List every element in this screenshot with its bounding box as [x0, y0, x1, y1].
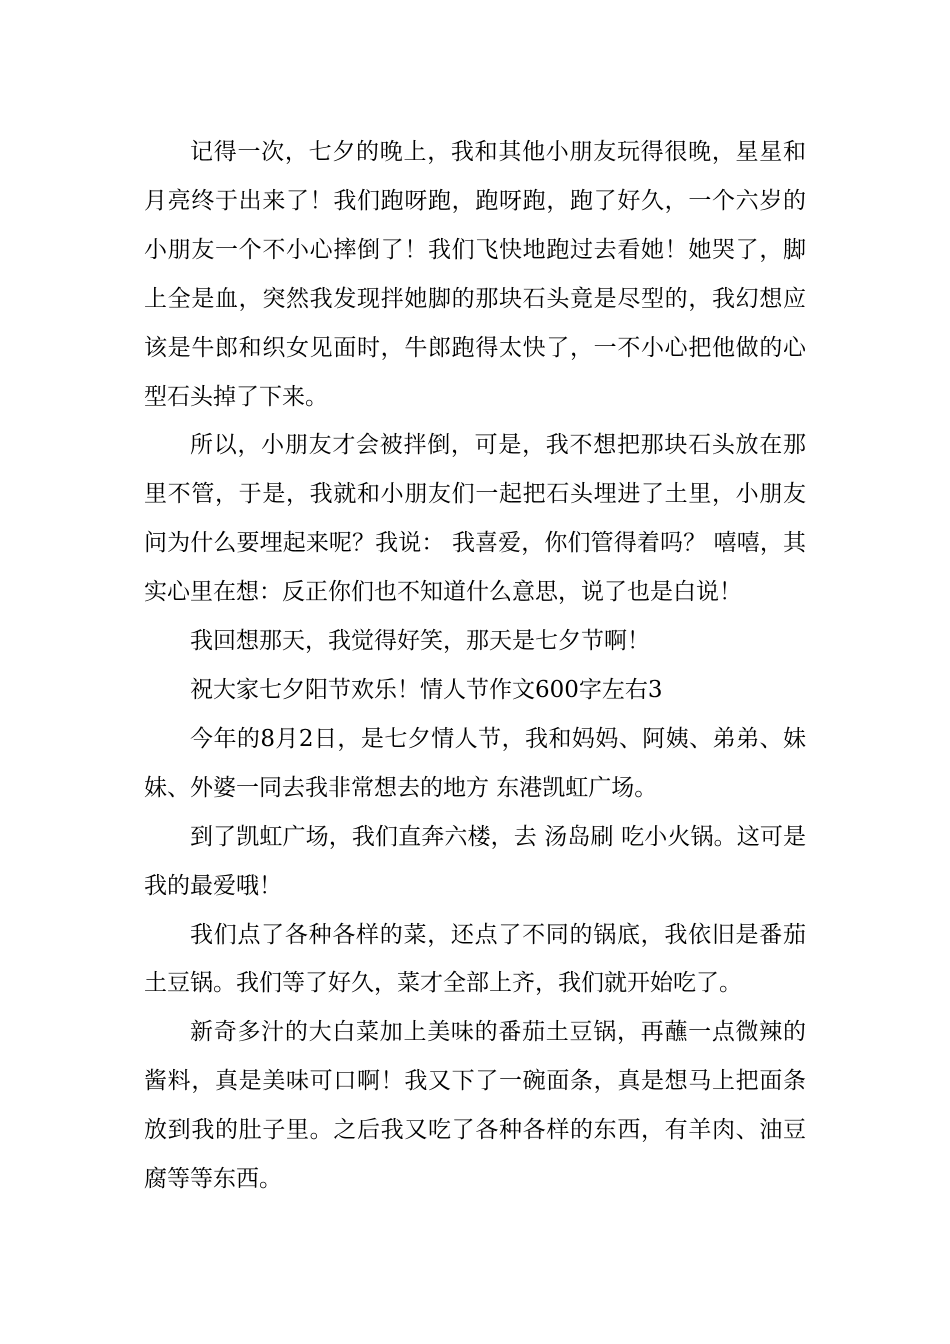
paragraph: 我回想那天，我觉得好笑，那天是七夕节啊！: [190, 628, 650, 655]
document-body: [144, 128, 806, 1204]
paragraph: 今年的8月2日，是七夕情人节，我和妈妈、阿姨、弟弟、妹妹、外婆一同去我非常想去的地方 东港凯虹广场。: [144, 725, 806, 801]
paragraph: 新奇多汁的大白菜加上美味的番茄土豆锅，再蘸一点微辣的酱料，真是美味可口啊！我又下了一碗面条，真是想马上把面条放到我的肚子里。之后我又吃了各种各样的东西，有羊肉、油豆腐等等东西。: [144, 1019, 806, 1193]
paragraph: 记得一次，七夕的晚上，我和其他小朋友玩得很晚，星星和月亮终于出来了！我们跑呀跑，跑呀跑，跑了好久，一个六岁的小朋友一个不小心摔倒了！我们飞快地跑过去看她！她哭了，脚上全是血，突然我发现拌她脚的那块石头竟是尽型的，我幻想应该是牛郎和织女见面时，牛郎跑得太快了，一不小心把他做的心型石头掉了下来。: [144, 139, 806, 410]
paragraph: 到了凯虹广场，我们直奔六楼，去 汤岛刷 吃小火锅。这可是我的最爱哦！: [144, 823, 806, 899]
paragraph: 我们点了各种各样的菜，还点了不同的锅底，我依旧是番茄土豆锅。我们等了好久，菜才全部上齐，我们就开始吃了。: [144, 921, 806, 997]
section-heading: 祝大家七夕阳节欢乐！情人节作文600字左右3: [190, 676, 663, 703]
paragraph: 所以，小朋友才会被拌倒，可是，我不想把那块石头放在那里不管，于是，我就和小朋友们一起把石头埋进了土里，小朋友问为什么要埋起来呢？我说： 我喜爱，你们管得着吗？ 嘻嘻，其实心里在想：反正你们也不知道什么意思，说了也是白说！: [144, 432, 806, 606]
